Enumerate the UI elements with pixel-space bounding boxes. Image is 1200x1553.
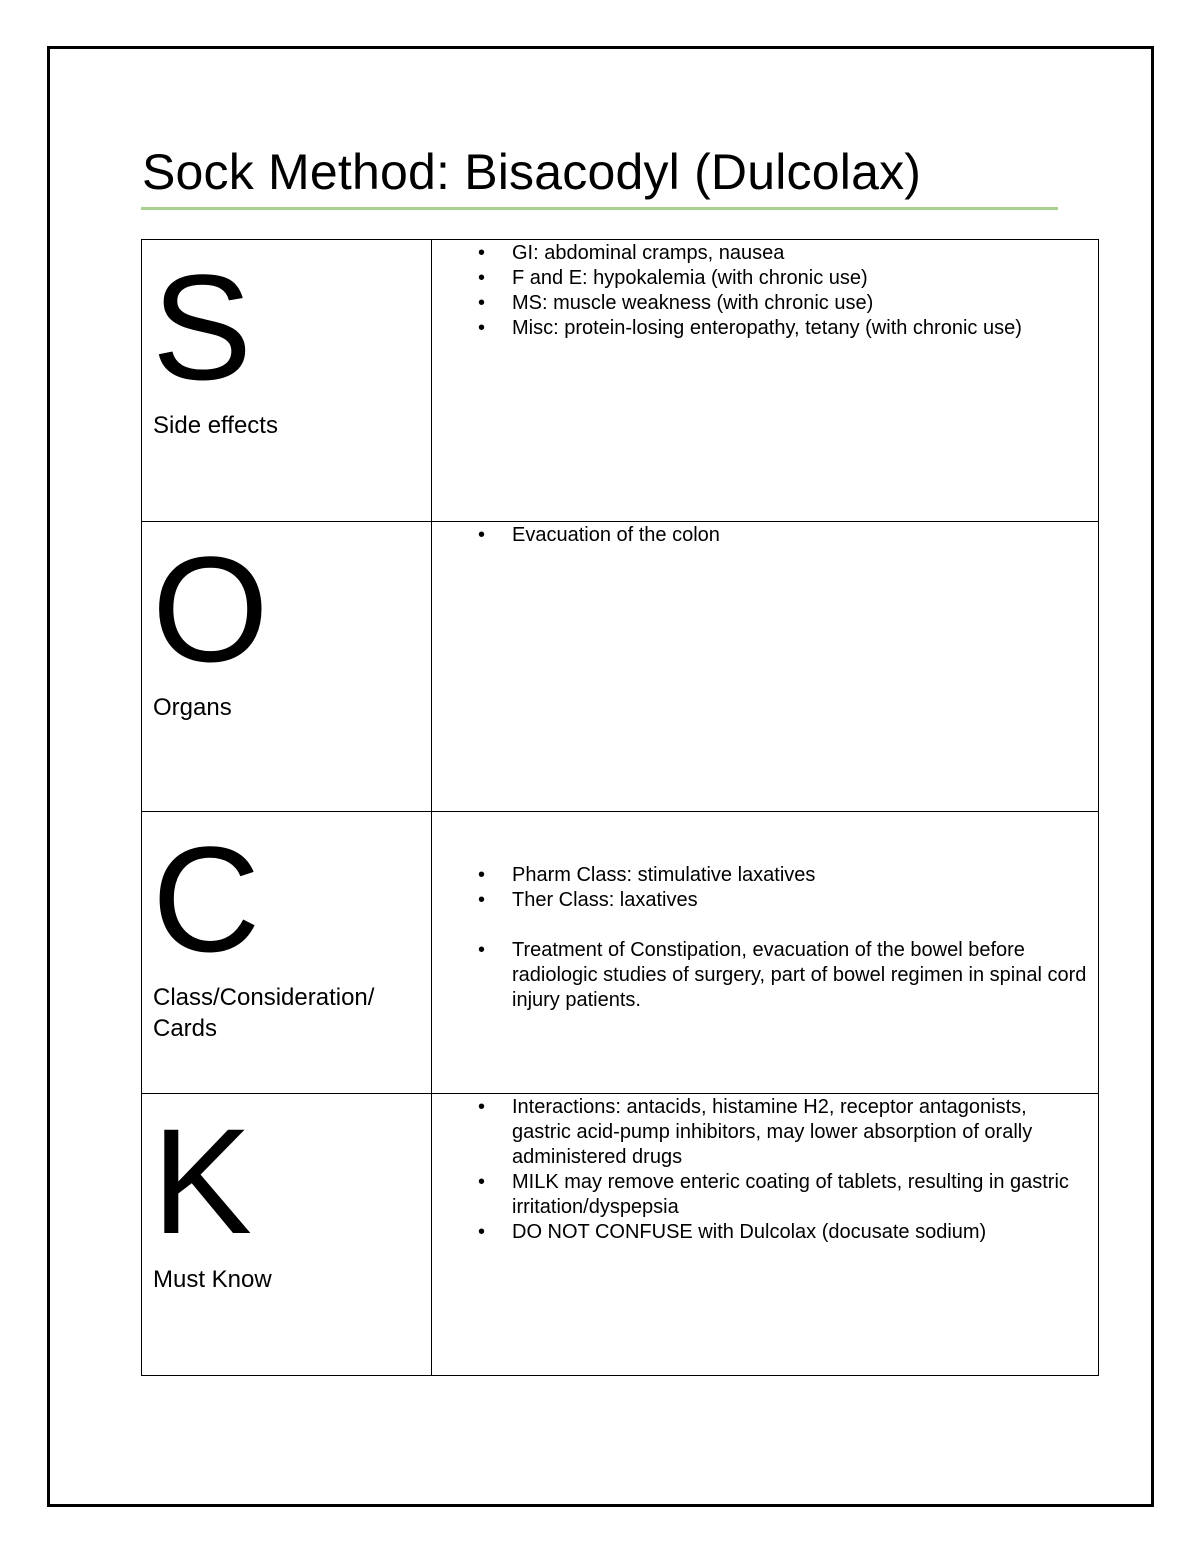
list-item: • GI: abdominal cramps, nausea (432, 241, 1098, 266)
list-item: • F and E: hypokalemia (with chronic use) (432, 266, 1098, 291)
label-must-know: Must Know (153, 1266, 272, 1293)
list-item: • Interactions: antacids, histamine H2, receptor antagonists, gastric acid-pump inhibitors, may lower absorption of orally administered drugs (432, 1095, 1098, 1170)
content-cell-class (432, 812, 1099, 1094)
label-side-effects: Side effects (153, 412, 278, 439)
letter-s: S (152, 243, 253, 411)
letter-o: O (152, 525, 269, 693)
letter-cell-c (142, 812, 432, 1094)
label-line: Cards (153, 1015, 218, 1042)
table-row-must-know (142, 1094, 1099, 1376)
list-item: • Ther Class: laxatives (432, 888, 1098, 913)
table-row-side-effects (142, 240, 1099, 522)
list-item: • MILK may remove enteric coating of tablets, resulting in gastric irritation/dyspepsia (432, 1170, 1098, 1220)
table-row-class (142, 812, 1099, 1094)
letter-cell-k (142, 1094, 432, 1376)
letter-c: C (152, 815, 261, 983)
letter-cell-o (142, 522, 432, 812)
must-know-list (432, 1095, 1098, 1245)
list-item: • Pharm Class: stimulative laxatives (432, 863, 1098, 888)
list-item: • Misc: protein-losing enteropathy, tetany (with chronic use) (432, 316, 1098, 341)
list-item: • Treatment of Constipation, evacuation of the bowel before radiologic studies of surgery, part of bowel regimen in spinal cord injury patients. (432, 938, 1098, 1013)
list-spacer (432, 913, 1098, 938)
organs-list (432, 523, 1098, 548)
table-row-organs (142, 522, 1099, 812)
title-underline (141, 207, 1058, 210)
list-item: • MS: muscle weakness (with chronic use) (432, 291, 1098, 316)
label-class-consideration-cards (153, 982, 431, 1044)
page-title: Sock Method: Bisacodyl (Dulcolax) (142, 144, 922, 200)
content-cell-side-effects (432, 240, 1099, 522)
side-effects-list (432, 241, 1098, 341)
letter-k: K (152, 1097, 253, 1265)
list-item: • Evacuation of the colon (432, 523, 1098, 548)
label-organs: Organs (153, 694, 232, 721)
class-list (432, 863, 1098, 1013)
label-line: Class/Consideration/ (153, 984, 375, 1011)
letter-cell-s (142, 240, 432, 522)
content-cell-organs (432, 522, 1099, 812)
content-cell-must-know (432, 1094, 1099, 1376)
list-item: • DO NOT CONFUSE with Dulcolax (docusate sodium) (432, 1220, 1098, 1245)
sock-table (141, 239, 1099, 1376)
